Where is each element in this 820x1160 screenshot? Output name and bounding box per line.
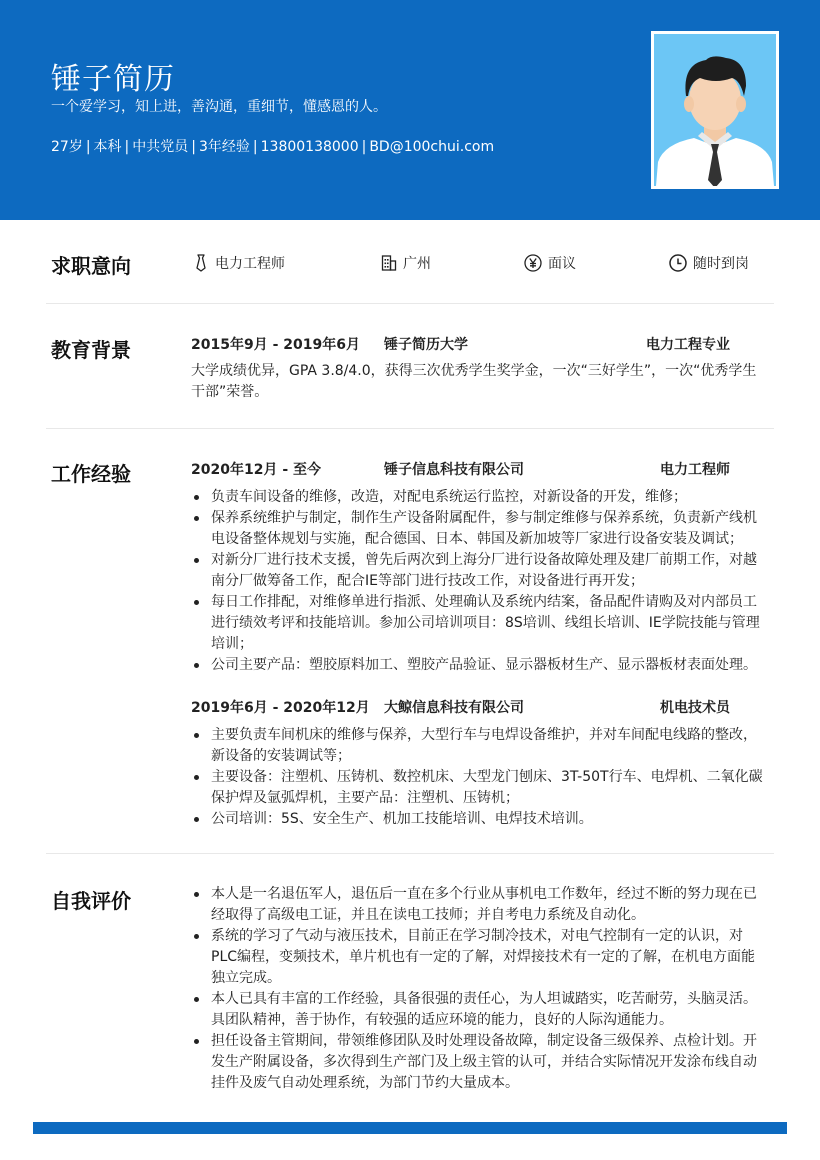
section-title-work: 工作经验 xyxy=(51,462,131,486)
job-1-duties xyxy=(191,487,765,676)
job-1-period: 2020年12月 - 至今 xyxy=(191,462,322,478)
intent-availability-label: 随时到岗 xyxy=(693,256,749,272)
self-eval-list xyxy=(191,884,765,1094)
list-item: 担任设备主管期间，带领维修团队及时处理设备故障，制定设备三级保养、点检计划。开发生产附属设备，多次得到生产部门及上级主管的认可，并结合实际情况开发涂布线自动挂件及废气自动处理系统，为部门节约大量成本。 xyxy=(191,1031,765,1094)
info-party: 中共党员 xyxy=(132,139,189,155)
divider xyxy=(46,428,774,429)
list-item: 主要设备：注塑机、压铸机、数控机床、大型龙门刨床、3T-50T行车、电焊机、二氧化碳保护焊及氩弧焊机，主要产品：注塑机、压铸机； xyxy=(191,767,765,809)
avatar-illustration-icon xyxy=(654,34,776,186)
resume-name: 锤子简历 xyxy=(51,62,175,97)
intent-salary-label: 面议 xyxy=(548,256,576,272)
education-description: 大学成绩优异，GPA 3.8/4.0，获得三次优秀学生奖学金，一次“三好学生”，一次“优秀学生干部”荣誉。 xyxy=(191,363,757,400)
intent-availability xyxy=(669,253,749,273)
divider xyxy=(46,853,774,854)
motto: 一个爱学习，知上进，善沟通，重细节，懂感恩的人。 xyxy=(51,99,387,115)
info-degree: 本科 xyxy=(93,139,122,155)
section-title-education: 教育背景 xyxy=(51,338,131,362)
education-school: 锤子简历大学 xyxy=(384,337,468,353)
list-item: 公司主要产品：塑胶原料加工、塑胶产品验证、显示器板材生产、显示器板材表面处理。 xyxy=(191,655,765,676)
header-banner xyxy=(0,0,820,220)
list-item: 系统的学习了气动与液压技术，目前正在学习制冷技术，对电气控制有一定的认识，对PLC编程，变频技术，单片机也有一定的了解，对焊接技术有一定的了解，在机电方面能独立完成。 xyxy=(191,926,765,989)
intent-position xyxy=(193,253,285,273)
intent-position-label: 电力工程师 xyxy=(215,256,285,272)
list-item: 每日工作排配，对维修单进行指派、处理确认及系统内结案，备品配件请购及对内部员工进行绩效考评和技能培训。参加公司培训项目：8S培训、线组长培训、IE学院技能与管理培训； xyxy=(191,592,765,655)
section-title-intent: 求职意向 xyxy=(51,254,131,278)
personal-info: 27岁 | 本科 | 中共党员 | 3年经验 | 13800138000 | BD@100chui.com xyxy=(51,139,495,155)
divider xyxy=(46,303,774,304)
avatar xyxy=(654,34,776,186)
list-item: 公司培训：5S、安全生产、机加工技能培训、电焊技术培训。 xyxy=(191,809,765,830)
info-email: BD@100chui.com xyxy=(369,139,495,155)
list-item: 本人已具有丰富的工作经验，具备很强的责任心，为人坦诚踏实，吃苦耐劳，头脑灵活。具团队精神，善于协作，有较强的适应环境的能力，良好的人际沟通能力。 xyxy=(191,989,765,1031)
job-2-duties xyxy=(191,725,765,830)
intent-city xyxy=(381,253,431,273)
list-item: 负责车间设备的维修，改造，对配电系统运行监控，对新设备的开发，维修； xyxy=(191,487,765,508)
tie-icon xyxy=(193,254,209,272)
education-major: 电力工程专业 xyxy=(646,337,730,353)
info-experience: 3年经验 xyxy=(198,139,250,155)
job-2-role: 机电技术员 xyxy=(660,700,730,716)
footer-bar xyxy=(33,1122,787,1134)
intent-city-label: 广州 xyxy=(403,256,431,272)
job-2-period: 2019年6月 - 2020年12月 xyxy=(191,700,370,716)
list-item: 保养系统维护与制定，制作生产设备附属配件，参与制定维修与保养系统，负责新产线机电设备整体规划与实施，配合德国、日本、韩国及新加坡等厂家进行设备安装及调试； xyxy=(191,508,765,550)
education-period: 2015年9月 - 2019年6月 xyxy=(191,337,360,353)
clock-icon xyxy=(669,254,687,272)
list-item: 主要负责车间机床的维修与保养，大型行车与电焊设备维护，并对车间配电线路的整改，新设备的安装调试等； xyxy=(191,725,765,767)
job-1-role: 电力工程师 xyxy=(660,462,730,478)
info-age: 27岁 xyxy=(51,139,83,155)
info-phone: 13800138000 xyxy=(260,139,359,155)
job-2-company: 大鲸信息科技有限公司 xyxy=(384,700,524,716)
yen-coin-icon xyxy=(524,254,542,272)
profile-photo xyxy=(651,31,779,189)
intent-salary xyxy=(524,253,576,273)
list-item: 对新分厂进行技术支援，曾先后两次到上海分厂进行设备故障处理及建厂前期工作，对越南分厂做筹备工作，配合IE等部门进行技改工作，对设备进行再开发； xyxy=(191,550,765,592)
job-1-company: 锤子信息科技有限公司 xyxy=(384,462,524,478)
list-item: 本人是一名退伍军人，退伍后一直在多个行业从事机电工作数年，经过不断的努力现在已经取得了高级电工证，并且在读电工技师；并自考电力系统及自动化。 xyxy=(191,884,765,926)
building-icon xyxy=(381,254,397,272)
section-title-self-eval: 自我评价 xyxy=(51,889,131,913)
